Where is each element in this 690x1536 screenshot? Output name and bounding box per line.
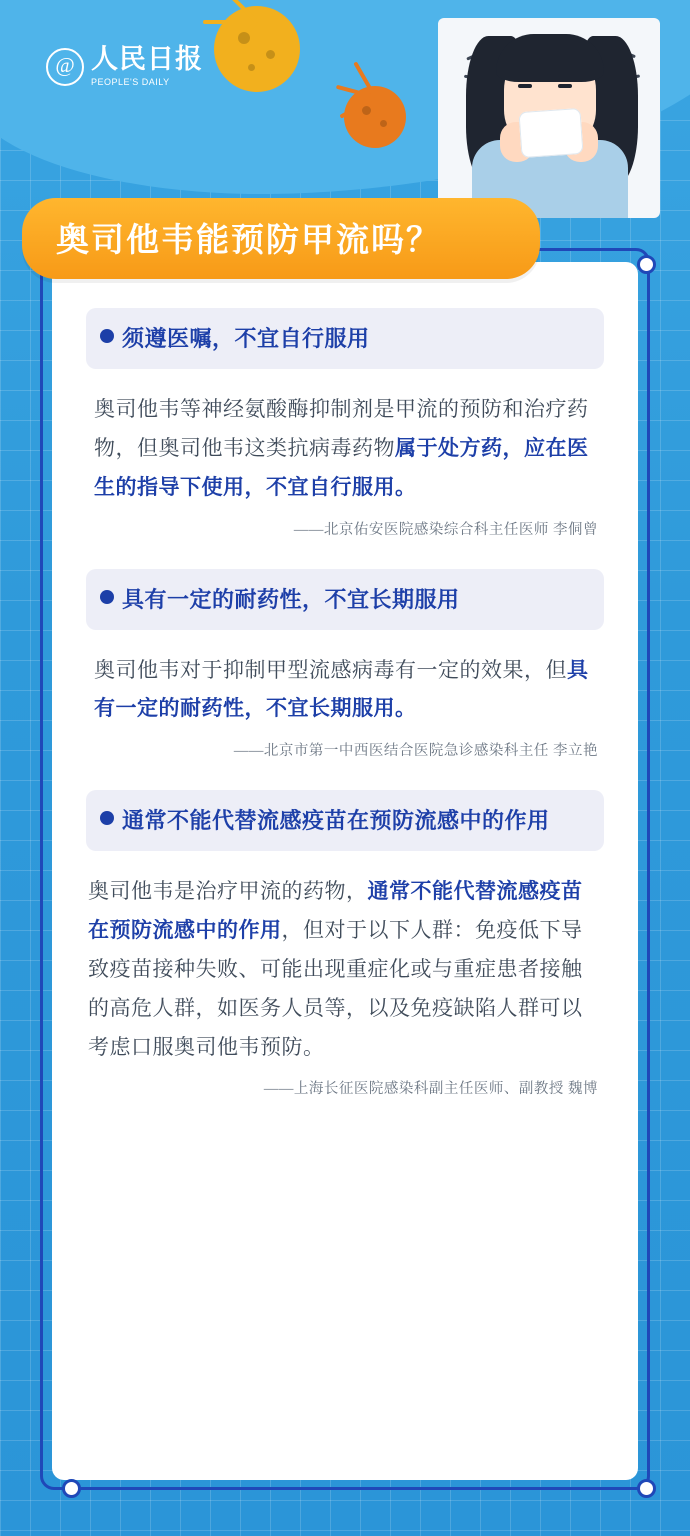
bullet-icon xyxy=(100,590,114,604)
section-3-text-plain-1: 奥司他韦是治疗甲流的药物， xyxy=(88,880,368,904)
tissue xyxy=(518,108,583,158)
section-1-text-plain: 奥司他韦等神经氨酸酶抑制剂是甲流的预防和治疗药物，但奥司他韦这类抗病毒药物 xyxy=(94,398,589,460)
poster-title-pill xyxy=(22,198,540,279)
eye-left xyxy=(518,84,532,88)
corner-dot-bottom-left xyxy=(62,1479,81,1498)
section-2-heading-bar xyxy=(86,569,604,630)
content-card xyxy=(52,262,638,1480)
logo-text-stack xyxy=(91,46,203,87)
virus-dot xyxy=(266,50,275,59)
bottom-strip xyxy=(0,1490,690,1536)
section-3-text-plain-2: ，但对于以下人群：免疫低下导致疫苗接种失败、可能出现重症化或与重症患者接触的高危人群，如医务人员等，以及免疫缺陷人群可以考虑口服奥司他韦预防。 xyxy=(88,919,583,1059)
bullet-icon xyxy=(100,811,114,825)
section-3-source: ——上海长征医院感染科副主任医师、副教授 魏博 xyxy=(263,1081,598,1098)
virus-icon-large xyxy=(214,6,300,92)
logo-name: 人民日报 xyxy=(91,44,203,74)
virus-dot xyxy=(238,32,250,44)
section-2 xyxy=(86,569,604,761)
virus-dot xyxy=(362,106,371,115)
section-1 xyxy=(86,308,604,539)
logo-subtitle: PEOPLE'S DAILY xyxy=(91,77,170,87)
section-2-heading: 具有一定的耐药性，不宜长期服用 xyxy=(122,586,460,612)
page-title: 奥司他韦能预防甲流吗？ xyxy=(56,221,441,258)
fringe xyxy=(496,34,604,82)
virus-spike xyxy=(255,22,259,76)
sneezing-woman-illustration xyxy=(438,18,660,218)
at-icon: @ xyxy=(46,48,84,86)
virus-spike xyxy=(203,20,257,24)
section-3-text-highlight: 通常不能代替流感疫苗在预防流感中的作用 xyxy=(88,880,583,943)
section-2-text-plain: 奥司他韦对于抑制甲型流感病毒有一定的效果，但 xyxy=(94,658,567,682)
section-3-heading: 通常不能代替流感疫苗在预防流感中的作用 xyxy=(122,808,550,834)
peoples-daily-logo xyxy=(46,46,203,87)
section-1-text-highlight: 属于处方药，应在医生的指导下使用，不宜自行服用。 xyxy=(94,436,589,499)
section-1-source: ——北京佑安医院感染综合科主任医师 李侗曾 xyxy=(293,521,598,538)
section-2-paragraph xyxy=(86,652,604,730)
virus-dot xyxy=(380,120,387,127)
section-1-heading-bar xyxy=(86,308,604,369)
section-3-heading-bar xyxy=(86,790,604,851)
virus-icon-small xyxy=(344,86,406,148)
section-2-source: ——北京市第一中西医结合医院急诊感染科主任 李立艳 xyxy=(233,743,598,760)
corner-dot-top-right xyxy=(637,255,656,274)
section-2-text-highlight: 具有一定的耐药性，不宜长期服用。 xyxy=(94,658,589,721)
corner-dot-bottom-right xyxy=(637,1479,656,1498)
section-3-paragraph xyxy=(86,873,604,1067)
section-3 xyxy=(86,790,604,1098)
eye-right xyxy=(558,84,572,88)
section-1-paragraph xyxy=(86,391,604,508)
bullet-icon xyxy=(100,329,114,343)
section-1-heading: 须遵医嘱，不宜自行服用 xyxy=(122,326,370,351)
virus-dot xyxy=(248,64,255,71)
